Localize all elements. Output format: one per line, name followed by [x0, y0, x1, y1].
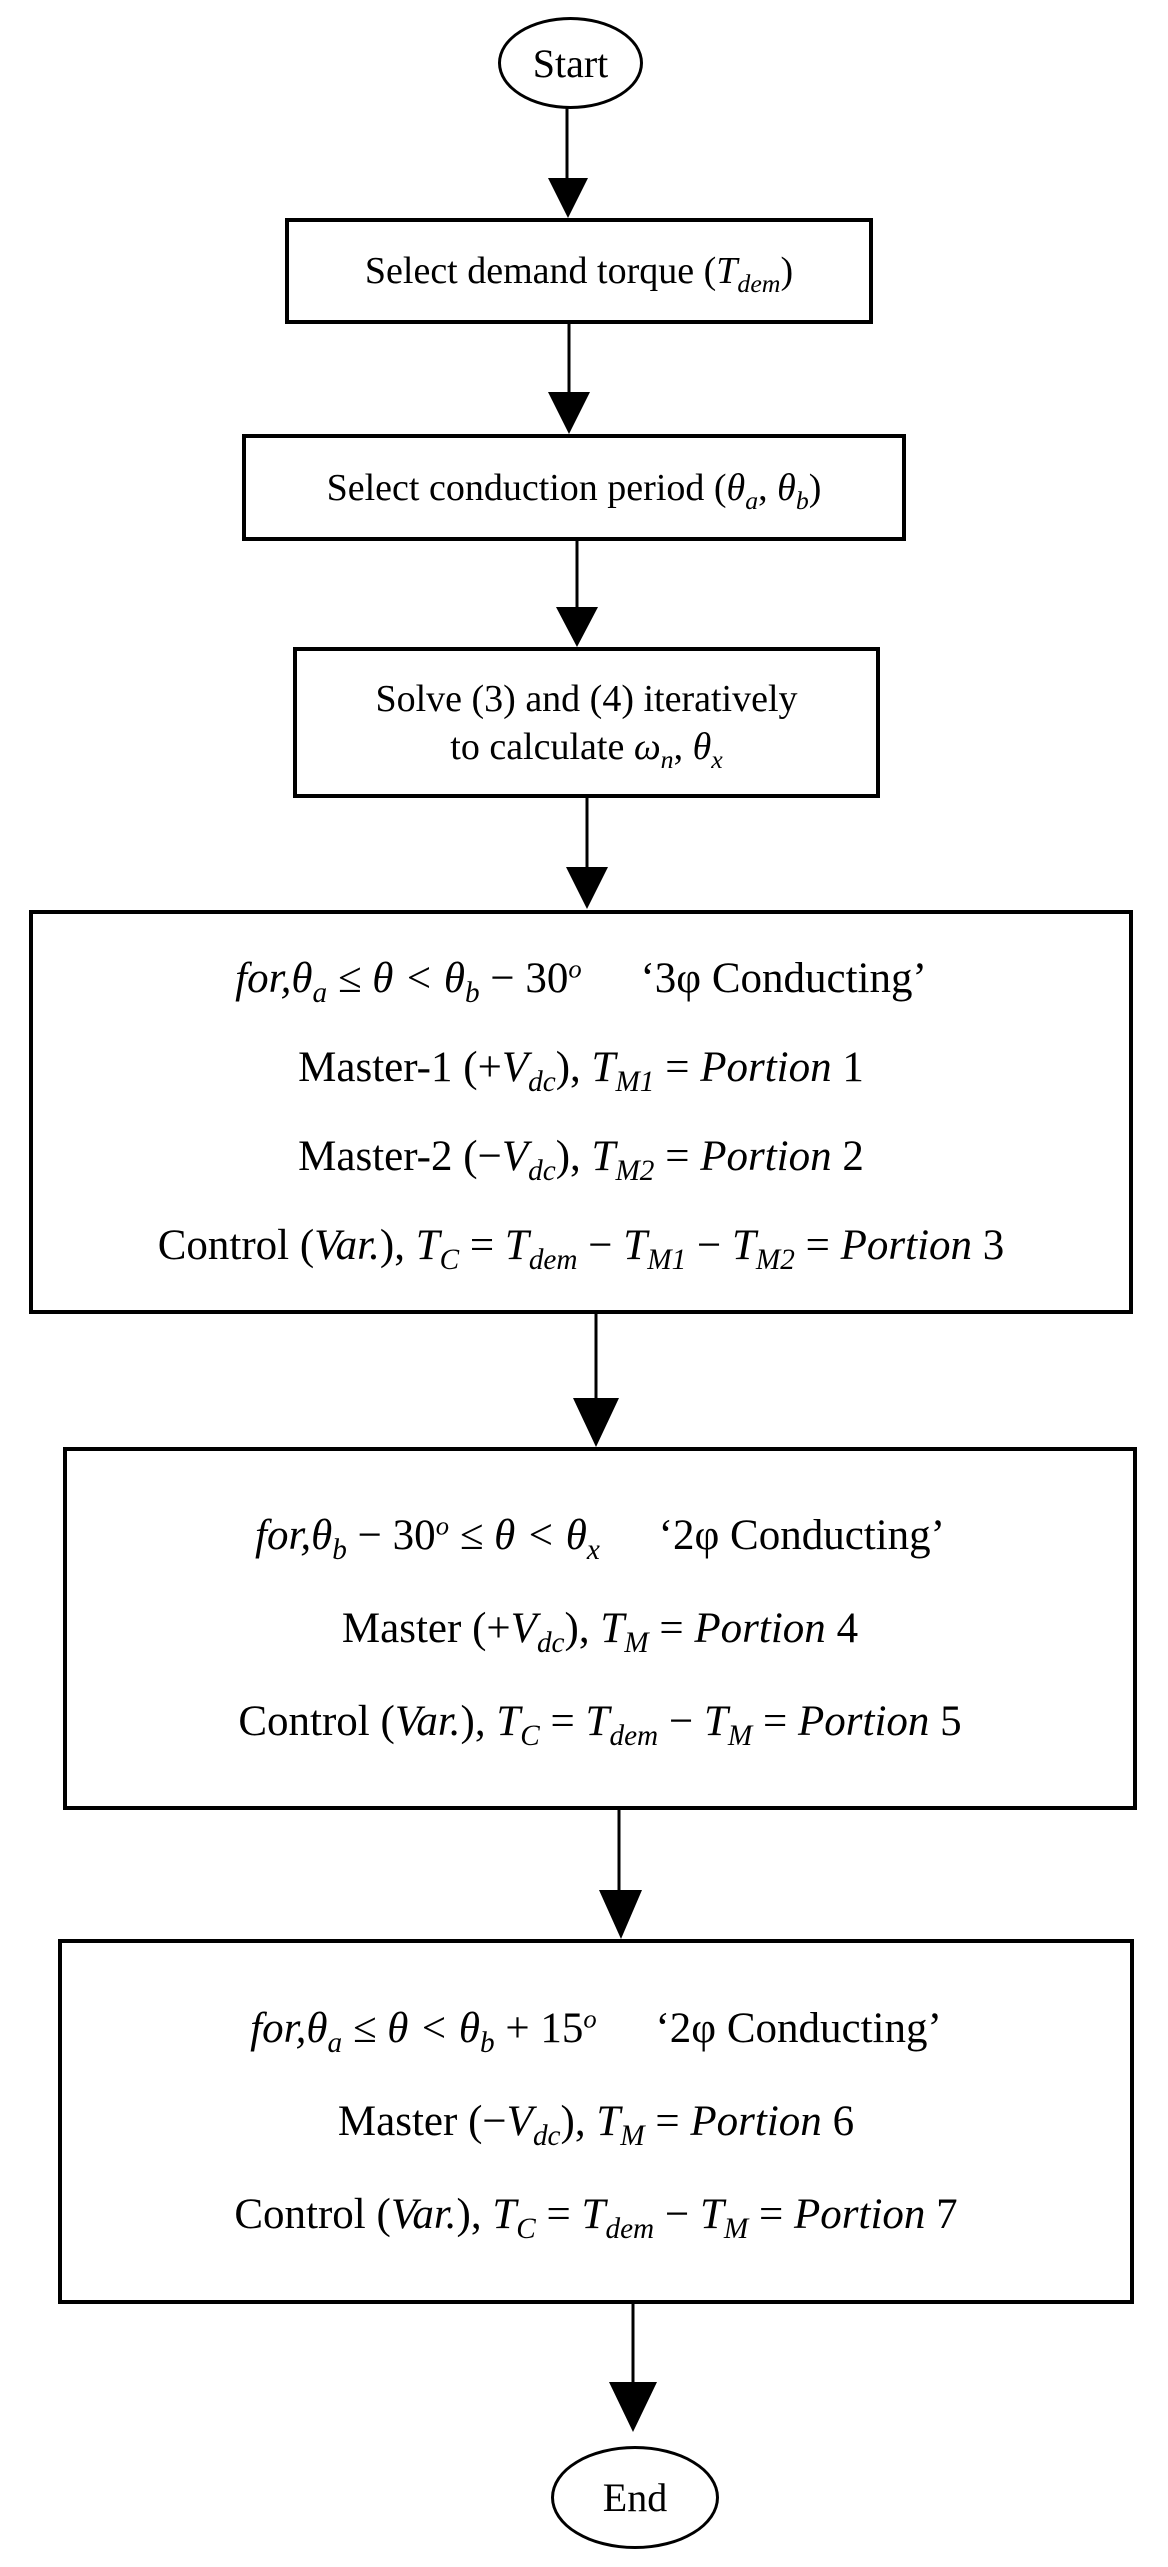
start-terminal: [498, 17, 643, 109]
step6-condition: $for,\theta_a \le \theta < \theta_b + 15^o$ ‘2φ Conducting’: [250, 2003, 942, 2060]
end-terminal: [551, 2446, 719, 2549]
step5-master: Master $(+V_{dc})$, $T_M$ = Portion 4: [341, 1605, 859, 1660]
step-3phase-conducting: [29, 910, 1133, 1314]
step6-mode: ‘2φ Conducting’: [655, 2005, 942, 2052]
step6-master: Master $(-V_{dc})$, $T_M$ = Portion 6: [337, 2098, 855, 2153]
step6-control: Control (Var.), $T_C = T_{dem} - T_M$ = Portion 7: [234, 2191, 958, 2246]
arrow-step4-to-step5: [573, 1313, 619, 1447]
arrow-step2-to-step3: [556, 540, 598, 647]
step4-mode: ‘3φ Conducting’: [640, 955, 927, 1002]
step-solve-iteratively: [293, 647, 880, 798]
step2-text: Select conduction period ($\theta_a$, $\theta_b$): [326, 466, 822, 515]
step-2phase-conducting-negative: [58, 1939, 1134, 2304]
arrow-start-to-step1: [548, 108, 588, 218]
start-label: Start: [532, 40, 609, 86]
step5-control: Control (Var.), $T_C = T_{dem} - T_M$ = Portion 5: [238, 1698, 962, 1753]
arrow-step1-to-step2: [548, 323, 590, 434]
step-2phase-conducting-positive: [63, 1447, 1137, 1810]
step1-text: Select demand torque $(T_{dem})$: [364, 250, 794, 299]
step-select-demand-torque: [285, 218, 873, 324]
step4-condition: $for,\theta_a \le \theta < \theta_b - 30^o$ ‘3φ Conducting’: [235, 953, 927, 1010]
step5-condition: $for,\theta_b - 30^o \le \theta < \theta_x$ ‘2φ Conducting’: [255, 1510, 945, 1567]
step5-mode: ‘2φ Conducting’: [658, 1512, 945, 1559]
step-select-conduction-period: [242, 434, 906, 541]
step4-master1: Master-1 $(+V_{dc})$, $T_{M1}$ = Portion 1: [298, 1044, 864, 1099]
step4-master2: Master-2 $(-V_{dc})$, $T_{M2}$ = Portion 2: [298, 1133, 864, 1188]
end-label: End: [602, 2475, 668, 2520]
step4-control: Control (Var.), $T_C = T_{dem} - T_{M1} - T_{M2}$ = Portion 3: [157, 1222, 1005, 1277]
step3-line1: Solve (3) and (4) iteratively: [375, 677, 798, 720]
arrow-step6-to-end: [609, 2303, 657, 2432]
arrow-step3-to-step4: [566, 797, 608, 909]
step3-line2: to calculate $\omega_n$, $\theta_x$: [450, 725, 723, 774]
arrow-step5-to-step6: [599, 1809, 642, 1939]
